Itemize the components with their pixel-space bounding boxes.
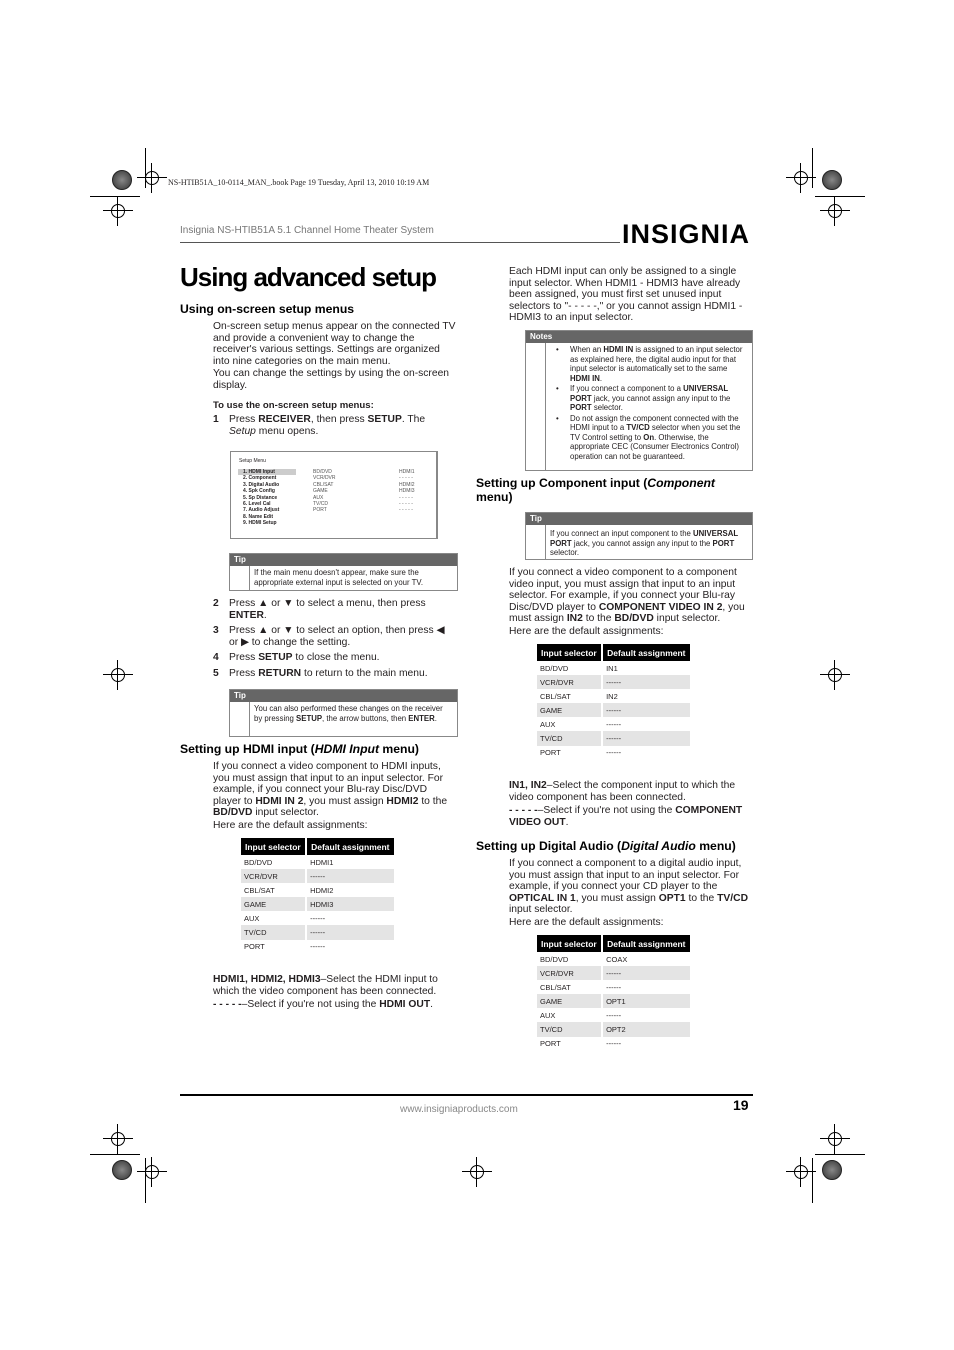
tip-text: If the main menu doesn't appear, make sure the appropriate external input is selected on your TV. [249, 566, 457, 590]
table-cell: VCR/DVR [537, 966, 602, 980]
footer-url: www.insigniaproducts.com [400, 1104, 518, 1115]
note-item: • If you connect a component to a UNIVERSAL PORT jack, you cannot assign any input to the PORT selector. [546, 384, 748, 413]
procedure-title: To use the on-screen setup menus: [213, 400, 374, 411]
table-row [537, 746, 690, 760]
menu-item: 8. Name Edit [243, 513, 274, 520]
crop-line [812, 148, 813, 188]
menu-input-name: PORT [313, 507, 327, 514]
menu-input-value: - - - - - [399, 494, 413, 501]
table-cell: ------ [602, 746, 690, 760]
notes-text [545, 343, 752, 470]
table-cell: GAME [241, 897, 306, 911]
menu-item: 2. Component [243, 475, 277, 482]
table-cell: VCR/DVR [241, 869, 306, 883]
header-rule [180, 242, 620, 243]
table-row [241, 869, 394, 883]
tip-text: If you connect an input component to the UNIVERSAL PORT jack, you cannot assign any input to the PORT selector. [545, 525, 752, 559]
table-cell: PORT [540, 1039, 561, 1049]
table-row [537, 689, 690, 703]
tip-box [525, 512, 753, 560]
tip-label: Tip [230, 690, 457, 702]
paragraph: Each HDMI input can only be assigned to a single input selector. When HDMI1 - HDMI3 have already been assigned, you must first set unused input selectors to "- - - - -," or you cannot assign HDMI1 - HDMI3 to an input selector. [509, 266, 743, 323]
menu-input-value: - - - - - [399, 507, 413, 514]
table-row [241, 855, 394, 869]
table-row [537, 952, 690, 966]
note-item: • When an HDMI IN is assigned to an input selector as explained here, the digital audio input for that input selector is automatically set to the same HDMI IN. [546, 345, 748, 383]
table-header-row [537, 935, 690, 952]
registration-dot-icon [822, 170, 842, 190]
paragraph: You can change the settings by using the on-screen display. [213, 368, 450, 391]
crop-line [812, 1158, 813, 1203]
header-title: Insignia NS-HTIB51A 5.1 Channel Home Theater System [180, 225, 434, 236]
paragraph: HDMI1, HDMI2, HDMI3–Select the HDMI input to which the video component has been connected. [213, 974, 438, 997]
registration-dot-icon [112, 1160, 132, 1180]
table-cell: COAX [602, 952, 690, 966]
crop-line [145, 148, 146, 188]
menu-rule [436, 452, 437, 538]
menu-input-value: HDMI2 [399, 481, 415, 488]
table-row [537, 703, 690, 717]
step-text: Press SETUP to close the menu. [229, 652, 380, 663]
table-cell: ------ [306, 869, 394, 883]
table-cell: ------ [602, 966, 690, 980]
paragraph: Here are the default assignments: [509, 626, 664, 637]
table-row [537, 731, 690, 745]
menu-item: 4. Spk Config [243, 488, 275, 495]
table-cell: IN2 [602, 689, 690, 703]
table-cell: HDMI3 [306, 897, 394, 911]
step-1 [213, 414, 456, 438]
table-row [537, 1022, 690, 1036]
paragraph: - - - - -–Select if you're not using the COMPONENT VIDEO OUT. [509, 805, 743, 828]
menu-input-name: BD/DVD [313, 469, 332, 475]
table-cell: AUX [244, 913, 260, 923]
menu-input-name: TV/CD [313, 501, 328, 507]
step-number: 3 [213, 625, 219, 636]
crosshair-icon [462, 1157, 492, 1187]
step-text: Press RETURN to return to the main menu. [229, 668, 428, 679]
table-row [537, 994, 690, 1008]
section-heading: Using on-screen setup menus [180, 302, 355, 316]
book-info: NS-HTIB51A_10-0114_MAN_.book Page 19 Tuesday, April 13, 2010 10:19 AM [168, 178, 430, 187]
paragraph: IN1, IN2–Select the component input to which the video component has been connected. [509, 780, 736, 803]
crop-line [815, 196, 865, 197]
table-header: Default assignment [602, 644, 690, 661]
table-row [537, 661, 690, 675]
crop-line [145, 1158, 146, 1203]
menu-item: 9. HDMI Setup [243, 520, 277, 527]
table-cell: VCR/DVR [537, 675, 602, 689]
table-row [241, 897, 394, 911]
notes-box [525, 330, 753, 471]
audio-assignment-table [537, 935, 690, 1051]
footer-rule [180, 1094, 753, 1096]
menu-item: 7. Audio Adjust [243, 507, 280, 514]
table-header: Input selector [241, 838, 306, 855]
tip-box [229, 689, 458, 737]
table-row [241, 925, 394, 939]
crop-line [90, 196, 140, 197]
setup-menu-screenshot [230, 451, 438, 539]
paragraph: On-screen setup menus appear on the connected TV and provide a convenient way to change the receiver's various settings. Settings are organized into nine categories on the main menu. [213, 321, 456, 367]
table-cell: BD/DVD [540, 663, 569, 673]
menu-item: 6. Level Cal [243, 501, 271, 507]
insignia-logo: INSIGNIA [622, 219, 751, 249]
table-row [241, 883, 394, 897]
table-cell: PORT [244, 942, 265, 952]
section-heading: Setting up Digital Audio (Digital Audio menu) [476, 839, 736, 853]
menu-input-name: AUX [313, 494, 324, 501]
paragraph: Here are the default assignments: [509, 917, 664, 928]
table-cell: ------ [602, 675, 690, 689]
section-heading: Setting up Component input (Component menu) [476, 476, 715, 504]
table-header: Default assignment [306, 838, 394, 855]
crosshair-icon [103, 660, 133, 690]
table-cell: TV/CD [241, 925, 306, 939]
table-cell: BD/DVD [244, 857, 273, 867]
menu-input-value: HDMI3 [399, 488, 415, 495]
step-number: 4 [213, 652, 219, 663]
menu-input-name: CBL/SAT [313, 481, 334, 488]
menu-input-value: - - - - - [399, 475, 413, 482]
section-heading: Setting up HDMI input (HDMI Input menu) [180, 742, 419, 756]
step-text: Press ▲ or ▼ to select a menu, then press ENTER. [229, 598, 426, 621]
table-cell: ------ [602, 703, 690, 717]
menu-input-value: HDMI1 [399, 469, 415, 475]
step-number: 1 [213, 414, 219, 425]
table-cell: OPT2 [602, 1022, 690, 1036]
notes-label: Notes [526, 331, 752, 343]
table-cell: HDMI2 [306, 883, 394, 897]
table-cell: OPT1 [602, 994, 690, 1008]
menu-item: 5. Sp Distance [243, 494, 278, 501]
table-cell: HDMI1 [306, 855, 394, 869]
table-cell: ------ [602, 1008, 690, 1022]
paragraph: If you connect a component to a digital audio input, you must assign that input to an input selector. For example, if you connect your CD player to the OPTICAL IN 1, you must assign OPT1 to the TV/CD input selector. [509, 858, 749, 915]
menu-item: 3. Digital Audio [243, 481, 280, 488]
table-cell: ------ [602, 731, 690, 745]
tip-label: Tip [526, 513, 752, 525]
crop-line [90, 1154, 140, 1155]
table-row [241, 940, 394, 954]
table-cell: ------ [306, 925, 394, 939]
step-text: Press RECEIVER, then press SETUP. The Setup menu opens. [229, 414, 426, 437]
table-header-row [241, 838, 394, 855]
table-cell: PORT [540, 748, 561, 758]
table-cell: ------ [602, 717, 690, 731]
table-cell: ------ [602, 1037, 690, 1051]
table-cell: CBL/SAT [244, 885, 275, 895]
table-header-row [537, 644, 690, 661]
crosshair-icon [820, 196, 850, 226]
table-row [537, 675, 690, 689]
table-header: Input selector [537, 644, 602, 661]
tip-text: You can also performed these changes on the receiver by pressing SETUP, the arrow buttons, then ENTER. [249, 702, 457, 736]
menu-input-value: - - - - - [399, 501, 413, 507]
table-cell: ------ [306, 911, 394, 925]
crosshair-icon [103, 1124, 133, 1154]
table-header: Default assignment [602, 935, 690, 952]
paragraph: If you connect a video component to a component video input, you must assign that input to an input selector. For example, if you connect your Blu-ray Disc/DVD player to COMPONENT VIDEO IN 2, you must assign IN2 to the BD/DVD input selector. [509, 567, 745, 624]
table-cell: AUX [540, 719, 556, 729]
menu-title: Setup Menu [239, 458, 266, 464]
table-row [537, 966, 690, 980]
note-item: • Do not assign the component connected with the HDMI input to a TV/CD selector when you set the TV Control setting to On. Otherwise, the appropriate CEC (Consumer Electronics Control) operation can not be guaranteed. [546, 414, 748, 462]
crosshair-icon [137, 1157, 167, 1187]
menu-item: 1. HDMI Input [243, 469, 275, 475]
page-number: 19 [733, 1097, 749, 1113]
table-cell: ------ [602, 980, 690, 994]
hdmi-assignment-table [241, 838, 394, 954]
paragraph: - - - - -–Select if you're not using the HDMI OUT. [213, 999, 434, 1010]
table-cell: TV/CD [537, 1022, 602, 1036]
tip-box [229, 553, 458, 591]
table-cell: GAME [537, 703, 602, 717]
menu-input-name: GAME [313, 488, 328, 495]
table-cell: ------ [306, 940, 394, 954]
table-cell: AUX [540, 1010, 556, 1020]
page-title: Using advanced setup [180, 262, 436, 292]
table-cell: CBL/SAT [540, 691, 571, 701]
table-row [537, 1008, 690, 1022]
table-cell: IN1 [602, 661, 690, 675]
crosshair-icon [103, 196, 133, 226]
crosshair-icon [820, 1124, 850, 1154]
menu-input-name: VCR/DVR [313, 475, 336, 482]
table-row [241, 911, 394, 925]
table-row [537, 1037, 690, 1051]
table-cell: TV/CD [537, 731, 602, 745]
registration-dot-icon [112, 170, 132, 190]
step-number: 5 [213, 668, 219, 679]
crop-line [815, 1154, 865, 1155]
step-text: Press ▲ or ▼ to select an option, then press ◀ or ▶ to change the setting. [229, 625, 445, 648]
step-number: 2 [213, 598, 219, 609]
table-cell: BD/DVD [540, 954, 569, 964]
registration-dot-icon [822, 1160, 842, 1180]
notes-list [546, 345, 748, 461]
table-cell: CBL/SAT [540, 982, 571, 992]
paragraph: If you connect a video component to HDMI inputs, you must assign that input to an input selector. For example, if you connect your Blu-ray Disc/DVD player to HDMI IN 2, you must assign HDMI2 to the BD/DVD input selector. [213, 761, 448, 818]
table-row [537, 717, 690, 731]
table-cell: GAME [537, 994, 602, 1008]
component-assignment-table [537, 644, 690, 760]
crosshair-icon [820, 660, 850, 690]
table-row [537, 980, 690, 994]
table-header: Input selector [537, 935, 602, 952]
paragraph: Here are the default assignments: [213, 820, 368, 831]
tip-label: Tip [230, 554, 457, 566]
crosshair-icon [137, 163, 167, 193]
